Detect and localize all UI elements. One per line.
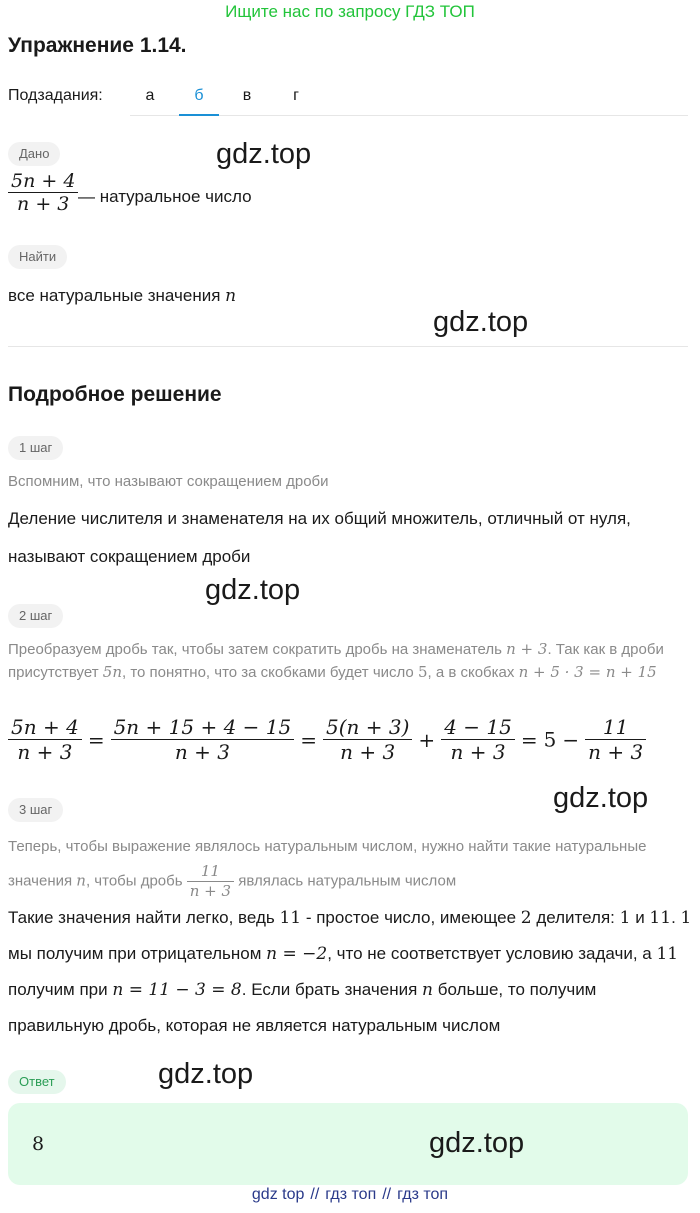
step3-hint-a: Теперь, чтобы выражение являлось натуральным числом, нужно найти такие натуральные значения [8, 838, 647, 890]
step3-hint-fraction [187, 862, 234, 901]
step3-t1: Такие значения найти легко, ведь [8, 908, 275, 927]
answer-box [8, 1103, 688, 1185]
watermark: gdz.top [158, 1058, 254, 1090]
eq-f4-num: 4 − 15 [444, 715, 512, 739]
find-label: все натуральные значения [8, 286, 221, 305]
step1-chip: 1 шаг [8, 436, 63, 460]
eq-f3-den: n + 3 [323, 739, 412, 764]
footer-link-gdz-top[interactable]: gdz top [251, 1186, 305, 1203]
step3-text [8, 900, 692, 1044]
step2-hint-m1: n + 3 [506, 640, 548, 658]
footer-link-gdz-top-ru[interactable]: гдз топ [325, 1186, 377, 1203]
step3-t3: делителя: [536, 908, 615, 927]
step3-t9: . Если брать значения [241, 980, 418, 999]
watermark: gdz.top [216, 138, 312, 170]
step3-chip: 3 шаг [8, 798, 63, 822]
step3-t8: получим при [8, 980, 108, 999]
step3-m7: 11 [656, 944, 679, 964]
step2-hint-m3: 5 [417, 663, 428, 681]
step2-hint-c: , то понятно, что за скобками будет число [122, 664, 414, 681]
footer-links [0, 1186, 700, 1204]
eq-f5-num: 11 [602, 715, 629, 739]
step3-hint-frac-num: 11 [200, 862, 220, 880]
step3-m6: n = −2 [266, 944, 328, 964]
step3-hint [8, 832, 692, 901]
step3-m8: n = 11 − 3 = 8 [112, 980, 242, 1000]
subtasks-tabs [130, 84, 688, 116]
eq-sign: = [300, 727, 317, 752]
eq-plus: + [418, 727, 436, 752]
step3-t7: , что не соответствует условию задачи, а [327, 944, 652, 963]
subtask-tab-g[interactable]: г [293, 87, 299, 104]
step3-hint-b: , чтобы дробь [85, 872, 183, 890]
search-banner: Ищите нас по запросу ГДЗ ТОП [225, 2, 475, 21]
step2-chip: 2 шаг [8, 604, 63, 628]
footer-link-gdz-top-ru-2[interactable]: гдз топ [397, 1186, 449, 1203]
step3-m3: 1 [619, 908, 631, 928]
step2-equation [8, 715, 646, 764]
find-var: n [225, 286, 237, 306]
step3-m2: 2 [520, 908, 532, 928]
step3-m9: n [422, 980, 433, 1000]
answer-value: 8 [32, 1133, 45, 1155]
eq-sign: = [520, 727, 538, 752]
subtask-tab-a[interactable]: а [145, 87, 155, 104]
step3-m5: 1 [680, 908, 692, 928]
given-text: — натуральное число [78, 187, 252, 206]
subtasks-bar [8, 84, 688, 116]
step3-m4: 11 [649, 908, 672, 928]
eq-f1-num: 5n + 4 [11, 715, 79, 739]
given-frac-den: n + 3 [8, 192, 78, 215]
solution-title: Подробное решение [8, 383, 222, 406]
exercise-title: Упражнение 1.14. [8, 34, 187, 57]
eq-f5-den: n + 3 [585, 739, 646, 764]
find-chip: Найти [8, 245, 67, 269]
subtask-tab-b[interactable]: б [179, 87, 219, 116]
subtasks-label: Подзадания: [8, 87, 103, 104]
watermark: gdz.top [429, 1127, 525, 1159]
step1-hint: Вспомним, что называют сокращением дроби [8, 473, 329, 490]
eq-five: 5 [543, 727, 557, 752]
given-frac-num: 5n + 4 [11, 170, 76, 192]
step3-hint-m1: n [76, 871, 86, 890]
step3-t4: и [635, 908, 645, 927]
step2-hint-m4: n + 5 · 3 = n + 15 [518, 663, 657, 681]
answer-chip: Ответ [8, 1070, 66, 1094]
given-fraction [8, 170, 78, 215]
step2-hint-b: . Так как в дроби присутствует [8, 641, 664, 681]
step3-m1: 11 [279, 908, 302, 928]
step2-hint [8, 638, 692, 684]
step2-hint-a: Преобразуем дробь так, чтобы затем сократить дробь на знаменатель [8, 641, 502, 658]
given-chip: Дано [8, 142, 60, 166]
step3-t10: больше, то получим правильную дробь, которая не является натуральным числом [8, 980, 597, 1035]
step3-t6: мы получим при отрицательном [8, 944, 262, 963]
footer-separator: // [382, 1186, 392, 1203]
section-divider [8, 346, 688, 347]
step3-t5: . [671, 908, 676, 927]
step2-hint-d: , а в скобках [427, 664, 515, 681]
footer-separator: // [310, 1186, 320, 1203]
eq-sign: = [87, 727, 105, 752]
step3-hint-c: являлась натуральным числом [238, 872, 457, 890]
eq-f1-den: n + 3 [8, 739, 82, 764]
subtask-tab-v[interactable]: в [242, 87, 252, 104]
eq-f3-num: 5(n + 3) [326, 715, 410, 739]
watermark: gdz.top [553, 782, 649, 814]
watermark: gdz.top [205, 574, 301, 606]
eq-f2-den: n + 3 [111, 739, 295, 764]
eq-f2-num: 5n + 15 + 4 − 15 [113, 715, 292, 739]
step2-hint-m2: 5n [102, 663, 122, 681]
eq-f4-den: n + 3 [441, 739, 515, 764]
find-text [8, 286, 236, 306]
watermark: gdz.top [433, 306, 529, 338]
step3-hint-frac-den: n + 3 [187, 881, 234, 901]
step1-text: Деление числителя и знаменателя на их общий множитель, отличный от нуля, называют сокращением дроби [8, 509, 631, 566]
step3-t2: - простое число, имеющее [305, 908, 517, 927]
eq-minus: − [562, 727, 580, 752]
